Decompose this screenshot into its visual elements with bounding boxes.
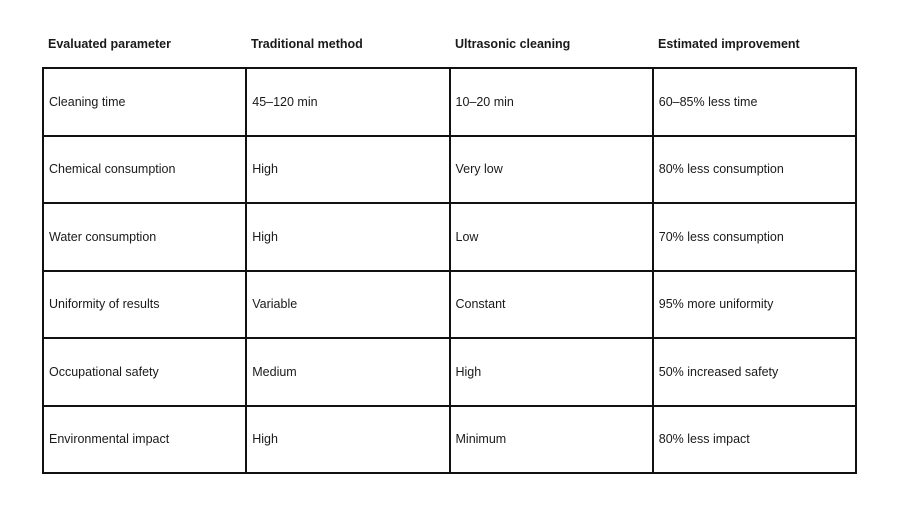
- table-row: [43, 203, 856, 271]
- cell-ultrasonic: Very low: [450, 136, 653, 204]
- table-row: [43, 338, 856, 406]
- table-row: [43, 406, 856, 474]
- cell-parameter: Cleaning time: [43, 68, 246, 136]
- cell-ultrasonic: Minimum: [450, 406, 653, 474]
- cell-parameter: Water consumption: [43, 203, 246, 271]
- cell-traditional: Medium: [246, 338, 449, 406]
- cell-ultrasonic: High: [450, 338, 653, 406]
- column-header-parameter: Evaluated parameter: [48, 37, 171, 51]
- cell-traditional: High: [246, 136, 449, 204]
- cell-ultrasonic: 10–20 min: [450, 68, 653, 136]
- cell-traditional: High: [246, 203, 449, 271]
- column-header-traditional: Traditional method: [251, 37, 363, 51]
- cell-parameter: Occupational safety: [43, 338, 246, 406]
- cell-improvement: 80% less consumption: [653, 136, 856, 204]
- cell-improvement: 70% less consumption: [653, 203, 856, 271]
- cell-improvement: 95% more uniformity: [653, 271, 856, 339]
- column-header-ultrasonic: Ultrasonic cleaning: [455, 37, 571, 51]
- table-row: [43, 68, 856, 136]
- table-row: [43, 136, 856, 204]
- cell-parameter: Environmental impact: [43, 406, 246, 474]
- cell-traditional: 45–120 min: [246, 68, 449, 136]
- cell-ultrasonic: Low: [450, 203, 653, 271]
- cell-parameter: Uniformity of results: [43, 271, 246, 339]
- cell-improvement: 80% less impact: [653, 406, 856, 474]
- column-header-improvement: Estimated improvement: [658, 37, 800, 51]
- cell-ultrasonic: Constant: [450, 271, 653, 339]
- table-row: [43, 271, 856, 339]
- cell-parameter: Chemical consumption: [43, 136, 246, 204]
- cell-traditional: High: [246, 406, 449, 474]
- cell-improvement: 50% increased safety: [653, 338, 856, 406]
- table-header-row: [48, 37, 858, 55]
- cell-traditional: Variable: [246, 271, 449, 339]
- comparison-table: [42, 67, 857, 474]
- cell-improvement: 60–85% less time: [653, 68, 856, 136]
